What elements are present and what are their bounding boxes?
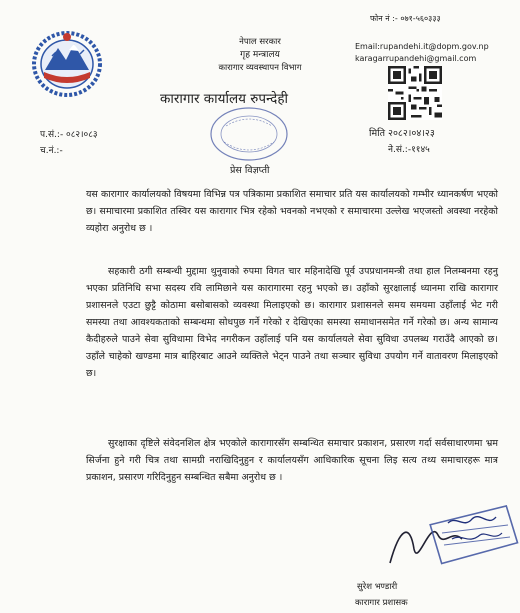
paragraph-2: सहकारी ठगी सम्बन्धी मुद्दामा थुनुवाको रुपमा विगत चार महिनादेखि पूर्व उपप्रधानमन्त्री तथा हाल निलम्बनमा रहनु भएका प्रतिनिधि सभा सदस्य रवि लामिछाने यस कारागारमा रहनु भएको छ। उहाँको सुरक्षालाई ध्यानमा राखि कारागार प्रशासनले एउटा छुट्टै कोठामा बसोबासको व्यवस्था मिलाइएको छ। कारागार प्रशासनले समय समयमा उहाँलाई भेट गरी समस्या तथा आवश्यकताको सम्बन्धमा सोधपुछ गर्ने गरेको र देखिएका समस्या समाधानसमेत गर्ने गरेको छ। अन्य सामान्य कैदीहरुले पाउने सेवा सुविधामा विभेद नगरीकन उहाँलाई पनि यस कार्यालयले सेवा सुविधा उपलब्ध गराउँदै आएको छ। उहाँले चाहेको खण्डमा मात्र बाहिरबाट आउने व्यक्तिले भेट्न पाउने तथा सञ्चार सुविधा उपयोग गर्ने वातावरण मिलाइएको छ।: [86, 266, 498, 379]
phone-number: फोन नं :- ०७१-५६०३३३: [370, 14, 441, 23]
chalani-number: च.नं.:-: [40, 146, 63, 156]
paragraph-3: सुरक्षाका दृष्टिले संवेदनशिल क्षेत्र भएकोले कारागारसँग सम्बन्धित समाचार प्रकाशन, प्रसारण गर्दा सर्वसाधारणमा भ्रम सिर्जना हुने गरी चित्र तथा सामग्री नराखिदिनुहुन र कार्यालयसँग आधिकारिक सूचना लिइ सत्य तथ्य समाचारहरू मात्र प्रकाशन, प्रसारण गरिदिनुहुन सम्बन्धित सबैमा अनुरोध छ ।: [86, 438, 498, 483]
signatory-role: कारागार प्रशासक: [355, 598, 408, 608]
government-line: नेपाल सरकार: [239, 37, 281, 47]
paragraph-1: यस कारागार कार्यालयको विषयमा विभिन्न पत्र पत्रिकामा प्रकाशित समाचार प्रति यस कार्यालयको गम्भीर ध्यानकर्षण भएको छ। समाचारमा प्रकाशित तस्विर यस कारागार भित्र रहेको भवनको नभएको र समाचारमा उल्लेख भएजस्तो अवस्था नरहेको व्यहोरा अनुरोध छ ।: [86, 189, 498, 234]
ministry-name: गृह मन्त्रालय: [240, 50, 280, 60]
letterhead: [160, 36, 360, 75]
department-name: कारागार व्यवस्थापन विभाग: [218, 63, 302, 73]
email-address-secondary[interactable]: karagarrupandehi@gmail.com: [355, 54, 477, 63]
email-address[interactable]: Email:rupandehi.it@dopm.gov.np: [355, 42, 489, 51]
press-release-title: प्रेस विज्ञप्ती: [230, 165, 270, 176]
qr-code-icon: [388, 66, 442, 120]
signatory-name: सुरेश भण्डारी: [357, 582, 398, 592]
signature-stamp: [372, 505, 520, 575]
office-title: कारागार कार्यालय रुपन्देही: [160, 91, 289, 107]
office-seal-stamp: [206, 104, 292, 164]
nepal-sambat-number: ने.सं.:-११४५: [388, 145, 430, 155]
patra-sankhya: प.सं.:- ०८२।०८३: [40, 130, 98, 140]
letter-date: मिति २०८२।०४।२३: [369, 128, 435, 139]
nepal-emblem-icon: [30, 26, 104, 100]
